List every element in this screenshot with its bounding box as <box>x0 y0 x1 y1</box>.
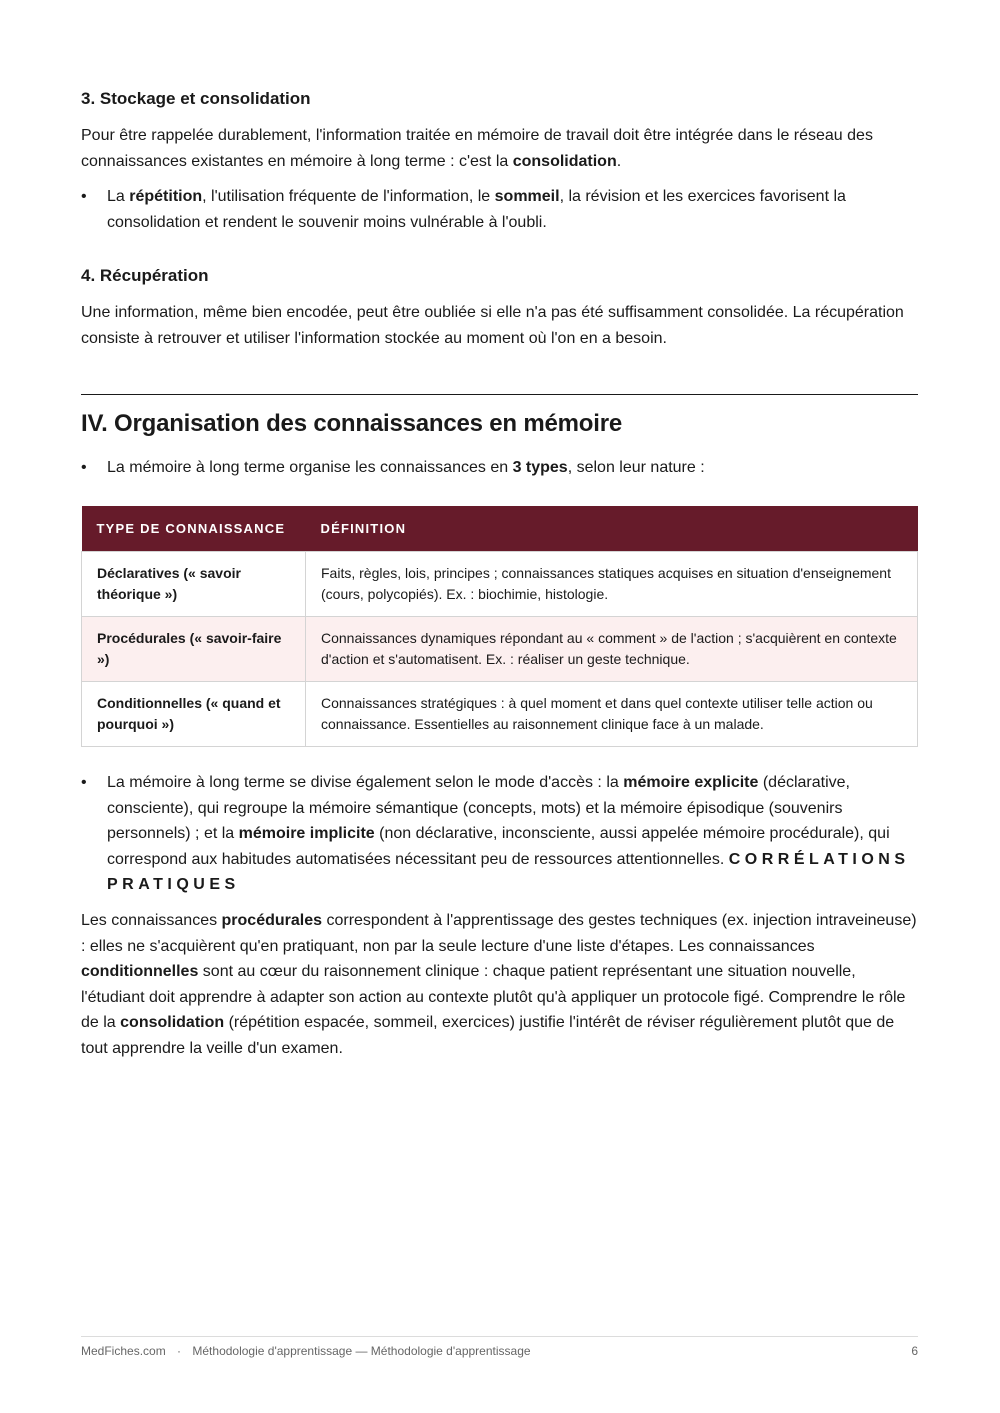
bullet-dot: • <box>81 188 87 205</box>
bullet-dot: • <box>81 459 87 476</box>
practical-correlations-label: CORRÉLATIONS PRATIQUES <box>107 850 910 893</box>
footer-title: Méthodologie d'apprentissage — Méthodologie d'apprentissage <box>192 1344 531 1358</box>
section-iv-bullet-1: • La mémoire à long terme organise les connaissances en 3 types, selon leur nature : <box>81 455 918 481</box>
footer-divider <box>81 1336 918 1337</box>
practical-correlations-paragraph: Les connaissances procédurales correspondent à l'apprentissage des gestes techniques (ex. injection intraveineuse) : elles ne s'acquièrent qu'en pratiquant, non par la seule lecture d'une liste d'étapes. Les connaissances conditionnelles sont au cœur du raisonnement clinique : chaque patient représentant une situation nouvelle, l'étudiant doit apprendre à adapter son action au contexte plutôt qu'à appliquer un protocole figé. Comprendre le rôle de la consolidation (répétition espacée, sommeil, exercices) justifie l'intérêt de réviser régulièrement plutôt que de tout apprendre la veille d'un examen. <box>81 912 917 1057</box>
bullet-dot: • <box>81 774 87 791</box>
table-header-row <box>82 506 918 552</box>
section-4-title: 4. Récupération <box>81 266 209 285</box>
section-iv-bullet-2: • La mémoire à long terme se divise également selon le mode d'accès : la mémoire explicite (déclarative, consciente), qui regroupe la mémoire sémantique (concepts, mots) et la mémoire épisodique (souvenirs personnels) ; et la mémoire implicite (non déclarative, inconsciente, aussi appelée mémoire procédurale), qui correspond aux habitudes automatisées nécessitant peu de ressources attentionnelles. CORRÉLATIONS PRATIQUES <box>81 770 918 898</box>
row-type: Procédurales (« savoir-faire ») <box>82 617 306 682</box>
row-definition: Connaissances stratégiques : à quel moment et dans quel contexte utiliser telle action ou connaissance. Essentielles au raisonnement clinique face à un malade. <box>306 682 918 747</box>
table-row <box>82 617 918 682</box>
section-iv-title: IV. Organisation des connaissances en mémoire <box>81 410 622 437</box>
page-number: 6 <box>911 1344 918 1358</box>
header-definition: DÉFINITION <box>306 506 918 552</box>
row-definition: Connaissances dynamiques répondant au « comment » de l'action ; s'acquièrent en contexte d'action et s'automatisent. Ex. : réaliser un geste technique. <box>306 617 918 682</box>
section-divider <box>81 394 918 395</box>
row-type: Conditionnelles (« quand et pourquoi ») <box>82 682 306 747</box>
section-3-title: 3. Stockage et consolidation <box>81 89 311 108</box>
footer-separator: · <box>177 1344 182 1358</box>
row-definition: Faits, règles, lois, principes ; connaissances statiques acquises en situation d'enseignement (cours, polycopiés). Ex. : biochimie, histologie. <box>306 552 918 617</box>
page-footer <box>81 1344 918 1358</box>
section-3-bullet: • La répétition, l'utilisation fréquente de l'information, le sommeil, la révision et les exercices favorisent la consolidation et rendent le souvenir moins vulnérable à l'oubli. <box>81 184 918 235</box>
knowledge-types-table <box>81 506 918 747</box>
table-row <box>82 682 918 747</box>
footer-site: MedFiches.com <box>81 1344 166 1358</box>
row-type: Déclaratives (« savoir théorique ») <box>82 552 306 617</box>
table-row <box>82 552 918 617</box>
section-4-paragraph: Une information, même bien encodée, peut être oubliée si elle n'a pas été suffisamment consolidée. La récupération consiste à retrouver et utiliser l'information stockée au moment où l'on en a besoin. <box>81 304 904 347</box>
section-3-paragraph: Pour être rappelée durablement, l'information traitée en mémoire de travail doit être intégrée dans le réseau des connaissances existantes en mémoire à long terme : c'est la consolidation. <box>81 127 873 170</box>
header-type: TYPE DE CONNAISSANCE <box>82 506 306 552</box>
